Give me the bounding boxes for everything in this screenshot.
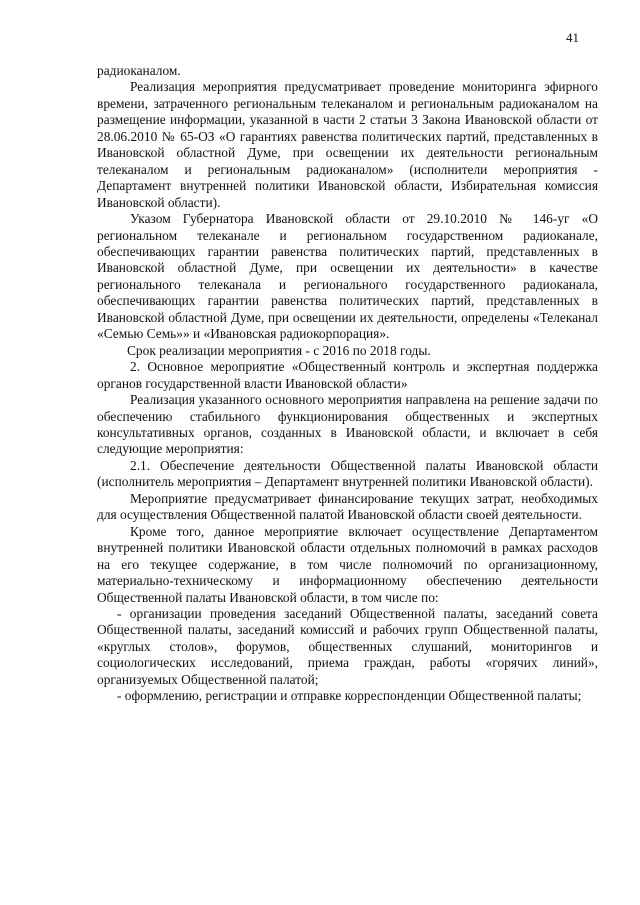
- paragraph-term: Срок реализации мероприятия - с 2016 по 2018 годы.: [127, 342, 431, 358]
- list-item: - оформлению, регистрации и отправке корреспонденции Общественной палаты;: [117, 688, 582, 704]
- paragraph-monitoring: Реализация мероприятия предусматривает проведение мониторинга эфирного времени, затраченного региональным телеканалом и региональным радиоканалом на размещение информации, указанной в части 2 статьи 3 Закона Ивановской области от 28.06.2010 № 65-ОЗ «О гарантиях равенства политических партий, представленных в Ивановской областной Думе, при освещении их деятельности региональным телеканалом и региональным радиоканалом» (исполнители мероприятия - Департамент внутренней политики Ивановской области, Избирательная комиссия Ивановской области).: [97, 79, 598, 210]
- paragraph-implementation: Реализация указанного основного мероприятия направлена на решение задачи по обеспечению стабильного функционирования общественных и экспертных консультативных органов, созданных в Ивановской области, и включает в себя следующие мероприятия:: [97, 392, 598, 457]
- paragraph-financing: Мероприятие предусматривает финансирование текущих затрат, необходимых для осуществления Общественной палатой Ивановской области своей деятельности.: [97, 490, 598, 523]
- subsection-heading-2-1: 2.1. Обеспечение деятельности Общественной палаты Ивановской области (исполнитель мероприятия – Департамент внутренней политики Ивановской области).: [97, 457, 598, 490]
- section-heading-2: 2. Основное мероприятие «Общественный контроль и экспертная поддержка органов государственной власти Ивановской области»: [97, 359, 598, 391]
- document-body: [97, 63, 598, 705]
- paragraph-powers: Кроме того, данное мероприятие включает осуществление Департаментом внутренней политики Ивановской области отдельных полномочий в рамках расходов на его текущее содержание, в том числе полномочий по организационному, материально-техническому и информационному обеспечению деятельности Общественной палаты Ивановской области, в том числе по:: [97, 523, 598, 605]
- page-number: 41: [566, 30, 579, 45]
- list-item: - организации проведения заседаний Общественной палаты, заседаний совета Общественной палаты, заседаний комиссий и рабочих групп Общественной палаты, «круглых столов», форумов, общественных слушаний, мониторингов и социологических исследований, приема граждан, работы «горячих линий», организуемых Общественной палатой;: [97, 605, 598, 687]
- paragraph-continuation: радиоканалом.: [97, 63, 181, 78]
- paragraph-governor-decree: Указом Губернатора Ивановской области от 29.10.2010 № 146-уг «О региональном телеканале и региональном государственном радиоканале, обеспечивающих гарантии равенства политических партий, представленных в Ивановской областной Думе, при освещении их деятельности» в качестве регионального телеканала и регионального государственного радиоканала, обеспечивающих гарантии равенства политических партий, представленных в Ивановской областной Думе, при освещении их деятельности, определены «Телеканал «Семью Семь»» и «Ивановская радиокорпорация».: [97, 211, 598, 342]
